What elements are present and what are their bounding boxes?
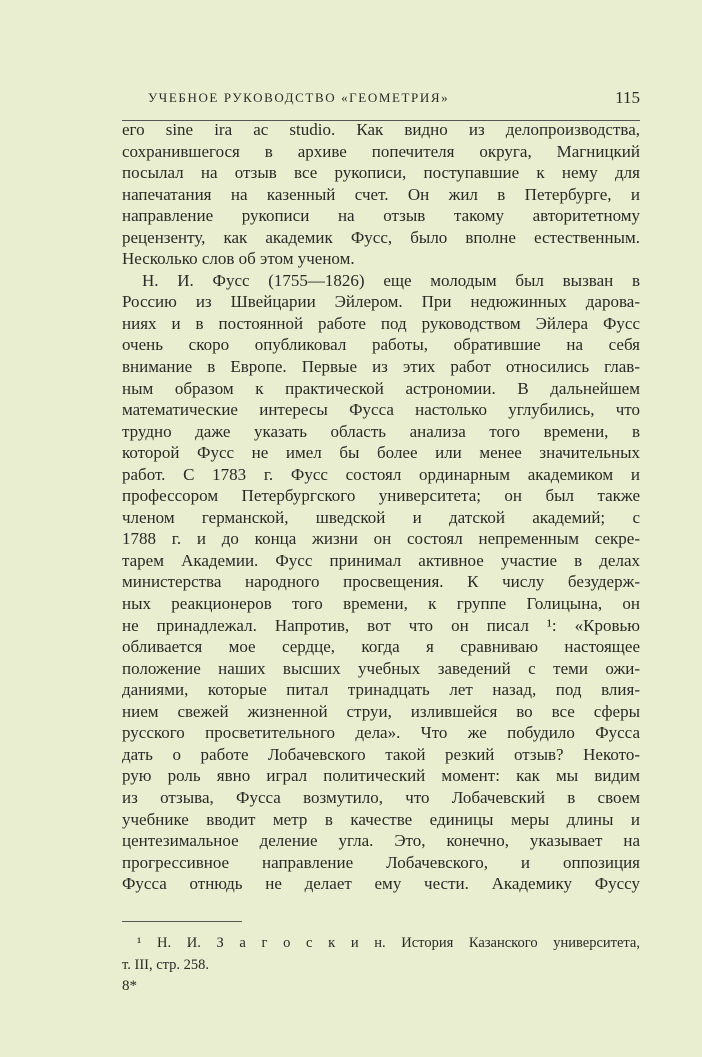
text-line: очень скоро опубликовал работы, обратившие на себя bbox=[122, 335, 640, 355]
text-line: центезимальное деление угла. Это, конечно, указывает на bbox=[122, 831, 640, 851]
text-line: рецензенту, как академик Фусс, было вполне естественным. bbox=[122, 227, 640, 247]
text-line: работ. С 1783 г. Фусс состоял ординарным академиком и bbox=[122, 464, 640, 484]
text-line: дать о работе Лобачевского такой резкий отзыв? Некото- bbox=[122, 744, 640, 764]
text-line: 1788 г. и до конца жизни он состоял непременным секре- bbox=[122, 529, 640, 549]
footnote-line: ¹ Н. И. З а г о с к и н. История Казанского университета, bbox=[137, 935, 640, 951]
text-line: ных реакционеров того времени, к группе Голицына, он bbox=[122, 594, 640, 614]
text-line: посылал на отзыв все рукописи, поступавшие к нему для bbox=[122, 163, 640, 183]
page-header bbox=[148, 90, 640, 112]
body-text bbox=[122, 119, 640, 895]
text-line: профессором Петербургского университета; он был также bbox=[122, 486, 640, 506]
text-line: Н. И. Фусс (1755—1826) еще молодым был вызван в bbox=[142, 270, 640, 290]
printer-signature-mark: 8* bbox=[122, 978, 137, 994]
text-line: Россию из Швейцарии Эйлером. При недюжинных дарова- bbox=[122, 292, 640, 312]
text-line: тарем Академии. Фусс принимал активное участие в делах bbox=[122, 550, 640, 570]
text-line: прогрессивное направление Лобачевского, и оппозиция bbox=[122, 852, 640, 872]
text-line: трудно даже указать область анализа того времени, в bbox=[122, 421, 640, 441]
text-line: положение наших высших учебных заведений с теми ожи- bbox=[122, 658, 640, 678]
text-line: членом германской, шведской и датской академий; с bbox=[122, 507, 640, 527]
text-line: обливается мое сердце, когда я сравниваю настоящее bbox=[122, 637, 640, 657]
text-line: не принадлежал. Напротив, вот что он писал ¹: «Кровью bbox=[122, 615, 640, 635]
text-line: его sine ira ac studio. Как видно из делопроизводства, bbox=[122, 120, 640, 139]
text-line: учебнике вводит метр в качестве единицы меры длины и bbox=[122, 809, 640, 829]
text-line: Несколько слов об этом ученом. bbox=[122, 249, 355, 269]
text-line: нием свежей жизненной струи, излившейся во все сферы bbox=[122, 701, 640, 721]
footnote bbox=[122, 932, 640, 976]
text-line: внимание в Европе. Первые из этих работ относились глав- bbox=[122, 357, 640, 377]
text-line: рую роль явно играл политический момент: как мы видим bbox=[122, 766, 640, 786]
text-line: ным образом к практической астрономии. В дальнейшем bbox=[122, 378, 640, 398]
text-line: напечатания на казенный счет. Он жил в Петербурге, и bbox=[122, 184, 640, 204]
text-line: русского просветительного дела». Что же побудило Фусса bbox=[122, 723, 640, 743]
text-line: министерства народного просвещения. К числу безудерж- bbox=[122, 572, 640, 592]
text-line: Фусса отнюдь не делает ему чести. Академику Фуссу bbox=[122, 874, 640, 894]
page-number: 115 bbox=[615, 88, 640, 107]
text-line: даниями, которые питал тринадцать лет назад, под влия- bbox=[122, 680, 640, 700]
text-line: математические интересы Фусса настолько углубились, что bbox=[122, 400, 640, 420]
footnote-divider bbox=[122, 921, 242, 922]
running-title: УЧЕБНОЕ РУКОВОДСТВО «ГЕОМЕТРИЯ» bbox=[148, 90, 450, 105]
text-line: ниях и в постоянной работе под руководством Эйлера Фусс bbox=[122, 313, 640, 333]
text-line: сохранившегося в архиве попечителя округа, Магницкий bbox=[122, 141, 640, 161]
text-line: направление рукописи на отзыв такому авторитетному bbox=[122, 206, 640, 226]
text-line: которой Фусс не имел бы более или менее значительных bbox=[122, 443, 640, 463]
text-line: из отзыва, Фусса возмутило, что Лобачевский в своем bbox=[122, 787, 640, 807]
footnote-line: т. III, стр. 258. bbox=[122, 957, 210, 973]
